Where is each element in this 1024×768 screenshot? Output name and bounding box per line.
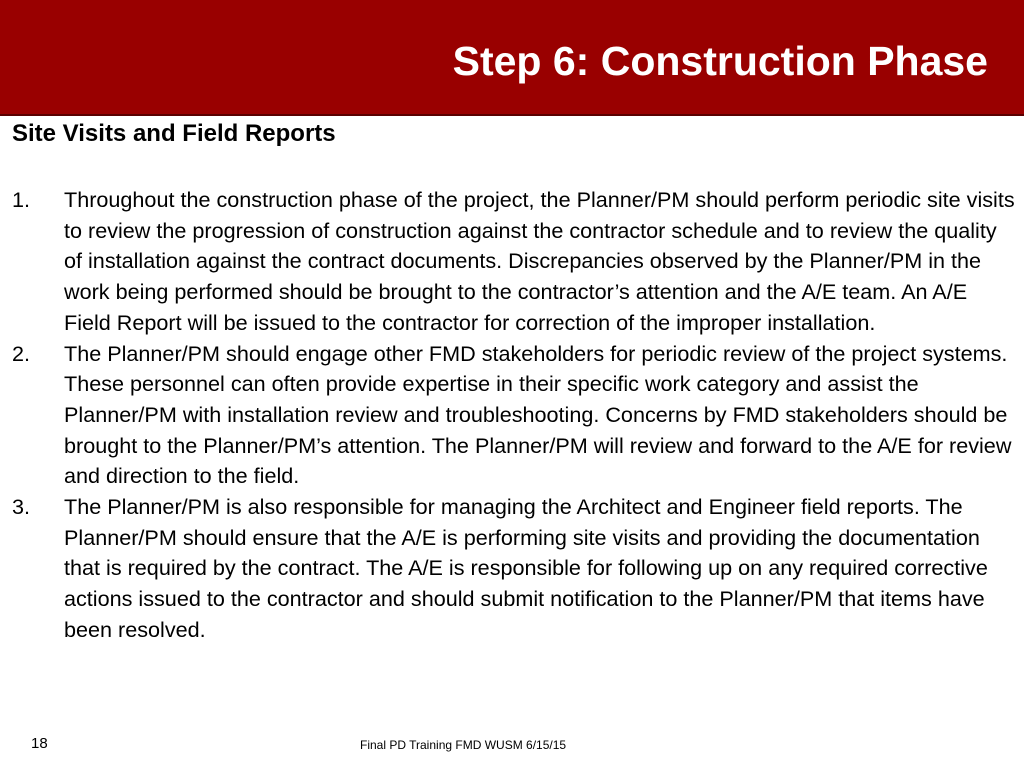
list-item-text: Throughout the construction phase of the project, the Planner/PM should perform periodic site visits to review the progression of construction against the contractor schedule and to review the quality of installation against the contract documents. Discrepancies observed by the Planner/PM in the work being performed should be brought to the contractor’s attention and the A/E team. An A/E Field Report will be issued to the contractor for correction of the improper installation. — [64, 187, 1015, 335]
footer-text: Final PD Training FMD WUSM 6/15/15 — [360, 738, 567, 752]
list-item-number: 3. — [12, 494, 31, 520]
slide-title: Step 6: Construction Phase — [452, 38, 988, 84]
header-bar — [0, 0, 1024, 116]
list-item-number: 2. — [12, 340, 31, 366]
section-heading: Site Visits and Field Reports — [12, 120, 336, 147]
list-item — [12, 185, 1017, 339]
list-item — [12, 492, 1017, 646]
list-item-number: 1. — [12, 187, 31, 212]
numbered-list — [12, 185, 1017, 646]
list-item-text: The Planner/PM should engage other FMD stakeholders for periodic review of the project systems. These personnel can often provide expertise in their specific work category and assist the Planner/PM with installation review and troubleshooting. Concerns by FMD stakeholders should be brought to the Planner/PM’s attention. The Planner/PM will review and forward to the A/E for review and direction to the field. — [64, 340, 1012, 489]
list-item — [12, 339, 1017, 493]
list-item-text: The Planner/PM is also responsible for managing the Architect and Engineer field reports. The Planner/PM should ensure that the A/E is performing site visits and providing the documentation that is required by the contract. The A/E is responsible for following up on any required corrective actions issued to the contractor and should submit notification to the Planner/PM that items have been resolved. — [64, 494, 988, 642]
page-number: 18 — [31, 735, 48, 752]
